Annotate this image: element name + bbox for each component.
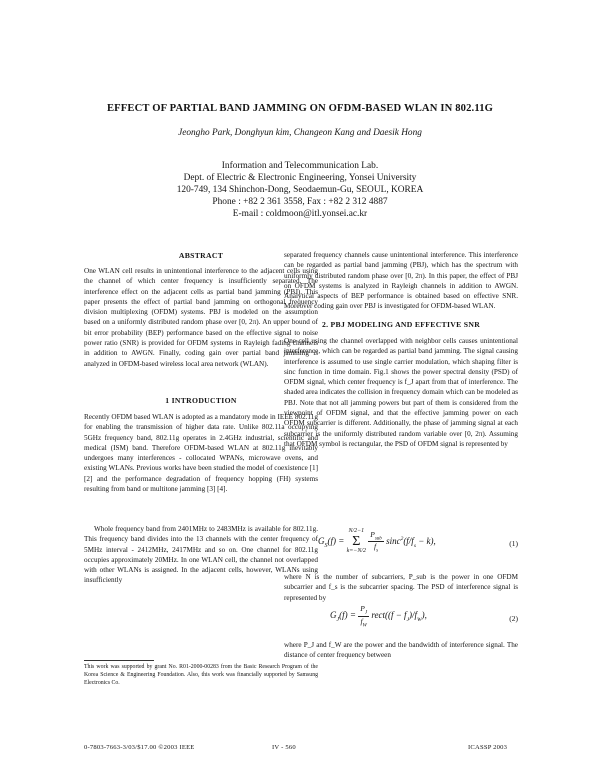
affiliation-line: Dept. of Electric & Electronic Engineering, Yonsei University bbox=[183, 173, 417, 183]
affiliation-line: Phone : +82 2 361 3558, Fax : +82 2 312 4887 bbox=[212, 197, 388, 207]
equation-1-formula: $G_S(f)$ = N/2−1 Σ k=−N/2 $\frac{P_{sub}}{f_s}$ $\sin c^2(f/f_s - k)$, bbox=[318, 528, 436, 554]
fraction: $\frac{P_{sub}}{f_s}$ bbox=[370, 529, 382, 554]
introduction-paragraph-1: Recently OFDM based WLAN is adopted as a mandatory mode in IEEE 802.11g for enabling the transmission of higher data rate. Unlike 802.11a occupying 5GHz frequency band, 802.11g operates in 2.4GHz industrial, scientific and medical (ISM) band. Therefore OFDM-based WLAN at 802.11g inevitably undergoes many interferences - collocated WPANs, microwave ovens, and existing WLANs. Previous works have been studied the model of coexistence [1] [2] and the performance degradation of frequency hopping (FH) systems resulting from band or multitone jamming [3] [4]. bbox=[84, 413, 318, 494]
affiliation-line: 120-749, 134 Shinchon-Dong, Seodaemun-Gu, SEOUL, KOREA bbox=[176, 185, 424, 195]
affiliation-line: Information and Telecommunication Lab. bbox=[221, 161, 379, 171]
right-paragraph-4: where P_J and f_W are the power and the bandwidth of interference signal. The distance of center frequency between bbox=[284, 641, 518, 660]
summation-symbol: N/2−1 Σ k=−N/2 bbox=[346, 528, 367, 554]
right-paragraph-3: where N is the number of subcarriers, P_sub is the power in one OFDM subcarrier and f_s is the subcarrier spacing. The PSD of interference signal is represented by bbox=[284, 573, 518, 602]
abstract-heading: ABSTRACT bbox=[178, 251, 224, 260]
footer-page-number: IV - 560 bbox=[272, 744, 296, 751]
equation-1-number: (1) bbox=[509, 539, 518, 548]
email-line: E-mail : coldmoon@itl.yonsei.ac.kr bbox=[232, 209, 368, 219]
fraction: $\frac{P_J}{f_W}$ bbox=[360, 604, 368, 628]
section-2-paragraph: One cell using the channel overlapped with neighbor cells causes unintentional interference, which can be regarded as partial band jamming. The signal causing interference is assumed to use single carrier modulation, which shaping filter is sinc function in time domain. Fig.1 shows the power spectral density (PSD) of OFDM signal, which center frequency is f_J apart from that of interference. The shaded area indicates the collision in frequency domain which can be modeled as PBJ. Note that not all jamming powers but part of them is considered from the viewpoint of OFDM signal, and that the effective jamming power on each OFDM subcarrier is different. Additionally, the phase of jamming signal at each subcarrier is the uniformly distributed random variable over [0, 2π). Assuming that OFDM symbol is rectangular, the PSD of OFDM signal is represented by bbox=[284, 337, 518, 448]
footer-conference: ICASSP 2003 bbox=[468, 744, 508, 751]
footnote-rule bbox=[84, 660, 154, 661]
footnote: This work was supported by grant No. R01-2000-00283 from the Basic Research Program of the Korea Science & Engineering Foundation. Also, this work was financially supported by Samsung Electronics Co. bbox=[84, 664, 318, 686]
paper-title: EFFECT OF PARTIAL BAND JAMMING ON OFDM-BASED WLAN IN 802.11G bbox=[106, 103, 494, 114]
equation-2-formula: $G_J(f)$ = $\frac{P_J}{f_W}$ rect((f − $f_J)/f_W$), bbox=[330, 604, 427, 628]
equation-2-number: (2) bbox=[509, 614, 518, 623]
equation-2 bbox=[284, 604, 518, 640]
abstract-text: One WLAN cell results in unintentional interference to the adjacent cells using the channel of which center frequency is insufficiently separated. The interference effect on the adjacent cells as partial band jamming (PBJ). This paper presents the effect of partial band jamming on orthogonal frequency division multiplexing (OFDM) systems. PBJ is modeled on the assumption based on a uniformly distributed random phase over [0, 2π). An upper bound of bit error probability (BEP) performance based on the effective signal to noise power ratio (SNR) is provided for OFDM systems in Rayleigh fading channels in addition to AWGN. Finally, coding gain over partial band jamming is analyzed in OFDM-based wireless local area network (WLAN). bbox=[84, 267, 318, 368]
equation-1 bbox=[284, 528, 518, 564]
affiliation-block bbox=[0, 160, 600, 220]
footer-copyright: 0-7803-7663-3/03/$17.00 ©2003 IEEE bbox=[84, 744, 195, 751]
right-paragraph-1: separated frequency channels cause unintentional interference. This interference can be regarded as partial band jamming (PBJ), which has the spectrum with uniformly distributed random phase over [0, 2π). In this paper, the effect of PBJ on OFDM systems is analyzed in Rayleigh channels in addition to AWGN. Analytical aspects of BEP performance is obtained based on effective SNR. Moreover coding gain over PBJ is investigated for OFDM-based WLAN. bbox=[284, 251, 518, 311]
introduction-paragraph-2: Whole frequency band from 2401MHz to 2483MHz is available for 802.11g. This frequency band divides into the 13 channels with the center frequency of 5MHz interval - 2412MHz, 2417MHz and so on. One channel for 802.11g occupies approximately 20MHz. In one WLAN cell, the channel not overlapped with other WLANs is assigned. In the adjacent cells, however, WLANs using insufficiently bbox=[84, 525, 318, 585]
introduction-heading: 1 INTRODUCTION bbox=[165, 396, 237, 405]
section-2-heading: 2. PBJ MODELING AND EFFECTIVE SNR bbox=[321, 320, 481, 329]
author-list: Jeongho Park, Donghyun kim, Changeon Kang and Daesik Hong bbox=[178, 128, 422, 138]
